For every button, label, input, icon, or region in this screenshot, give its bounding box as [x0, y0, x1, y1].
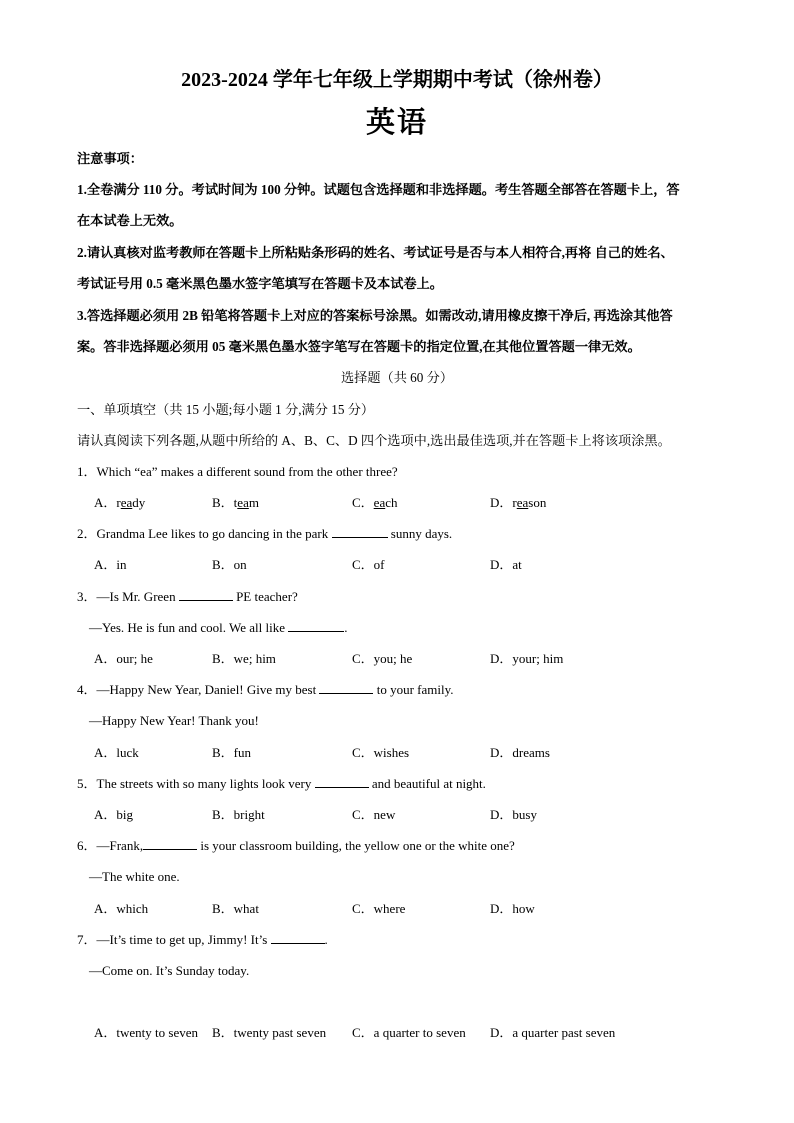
q2-blank	[332, 525, 388, 538]
question-5: 5．The streets with so many lights look very and beautiful at night.	[77, 776, 486, 791]
q7-option-a[interactable]: A．twenty to seven	[94, 1025, 198, 1040]
exam-title: 2023-2024 学年七年级上学期期中考试（徐州卷）	[181, 69, 613, 91]
q7-option-d[interactable]: D．a quarter past seven	[490, 1025, 616, 1040]
q4-option-d[interactable]: D．dreams	[490, 745, 550, 760]
q3-blank-2	[288, 619, 344, 632]
q7-option-b[interactable]: B．twenty past seven	[212, 1025, 327, 1040]
q2-option-a[interactable]: A．in	[94, 557, 127, 572]
q4-option-a[interactable]: A．luck	[94, 745, 139, 760]
question-7-reply: —Come on. It’s Sunday today.	[89, 963, 250, 978]
part-heading: 一、单项填空（共 15 小题;每小题 1 分,满分 15 分）	[77, 402, 375, 417]
notice-line-6: 案。答非选择题必须用 05 毫米黑色墨水签字笔写在答题卡的指定位置,在其他位置答题一律无效。	[77, 339, 641, 354]
q5-blank	[315, 775, 369, 788]
notice-line-4: 考试证号用 0.5 毫米黑色墨水签字笔填写在答题卡及本试卷上。	[77, 276, 443, 291]
question-1: 1．Which “ea” makes a different sound from the other three?	[77, 464, 398, 479]
q1-option-b[interactable]: B．team	[212, 495, 259, 510]
part-instruction: 请认真阅读下列各题,从题中所给的 A、B、C、D 四个选项中,选出最佳选项,并在答题卡上将该项涂黑。	[77, 433, 671, 448]
q6-option-d[interactable]: D．how	[490, 901, 535, 916]
q3-option-b[interactable]: B．we; him	[212, 651, 276, 666]
notice-line-1: 1.全卷满分 110 分。考试时间为 100 分钟。试题包含选择题和非选择题。考生答题全部答在答题卡上，答	[77, 182, 680, 197]
question-4-reply: —Happy New Year! Thank you!	[89, 713, 259, 728]
q6-option-c[interactable]: C．where	[352, 901, 406, 916]
question-3-reply: —Yes. He is fun and cool. We all like .	[89, 620, 348, 635]
q3-blank-1	[179, 588, 233, 601]
q3-option-a[interactable]: A．our; he	[94, 651, 153, 666]
question-2: 2．Grandma Lee likes to go dancing in the park sunny days.	[77, 526, 453, 541]
q3-option-c[interactable]: C．you; he	[352, 651, 413, 666]
q5-option-d[interactable]: D．busy	[490, 807, 537, 822]
q5-option-c[interactable]: C．new	[352, 807, 396, 822]
question-6-reply: —The white one.	[89, 869, 180, 884]
q7-blank	[271, 931, 325, 944]
q5-option-a[interactable]: A．big	[94, 807, 134, 822]
question-7: 7．—It’s time to get up, Jimmy! It’s .	[77, 932, 328, 947]
q2-option-b[interactable]: B．on	[212, 557, 247, 572]
q1-option-a[interactable]: A．ready	[94, 495, 146, 510]
q2-option-d[interactable]: D．at	[490, 557, 522, 572]
notice-line-5: 3.答选择题必须用 2B 铅笔将答题卡上对应的答案标号涂黑。如需改动,请用橡皮擦干净后, 再选涂其他答	[77, 308, 673, 323]
question-4: 4．—Happy New Year, Daniel! Give my best to your family.	[77, 682, 454, 697]
q7-option-c[interactable]: C．a quarter to seven	[352, 1025, 466, 1040]
notice-line-3: 2.请认真核对监考教师在答题卡上所粘贴条形码的姓名、考试证号是否与本人相符合,再将 自己的姓名、	[77, 245, 674, 260]
q5-option-b[interactable]: B．bright	[212, 807, 265, 822]
section-heading: 选择题（共 60 分）	[340, 370, 454, 385]
q3-option-d[interactable]: D．your; him	[490, 651, 564, 666]
q4-blank	[319, 681, 373, 694]
q4-option-b[interactable]: B．fun	[212, 745, 252, 760]
notice-line-2: 在本试卷上无效。	[77, 213, 183, 228]
question-6: 6．—Frank, is your classroom building, the yellow one or the white one?	[77, 838, 515, 853]
subject-title: 英语	[365, 107, 428, 139]
q6-blank	[143, 837, 197, 850]
q6-option-a[interactable]: A．which	[94, 901, 149, 916]
question-3: 3．—Is Mr. Green PE teacher?	[77, 589, 298, 604]
q1-option-d[interactable]: D．reason	[490, 495, 547, 510]
q1-option-c[interactable]: C．each	[352, 495, 398, 510]
notice-heading: 注意事项：	[77, 151, 143, 166]
q2-option-c[interactable]: C．of	[352, 557, 385, 572]
q4-option-c[interactable]: C．wishes	[352, 745, 410, 760]
q6-option-b[interactable]: B．what	[212, 901, 259, 916]
